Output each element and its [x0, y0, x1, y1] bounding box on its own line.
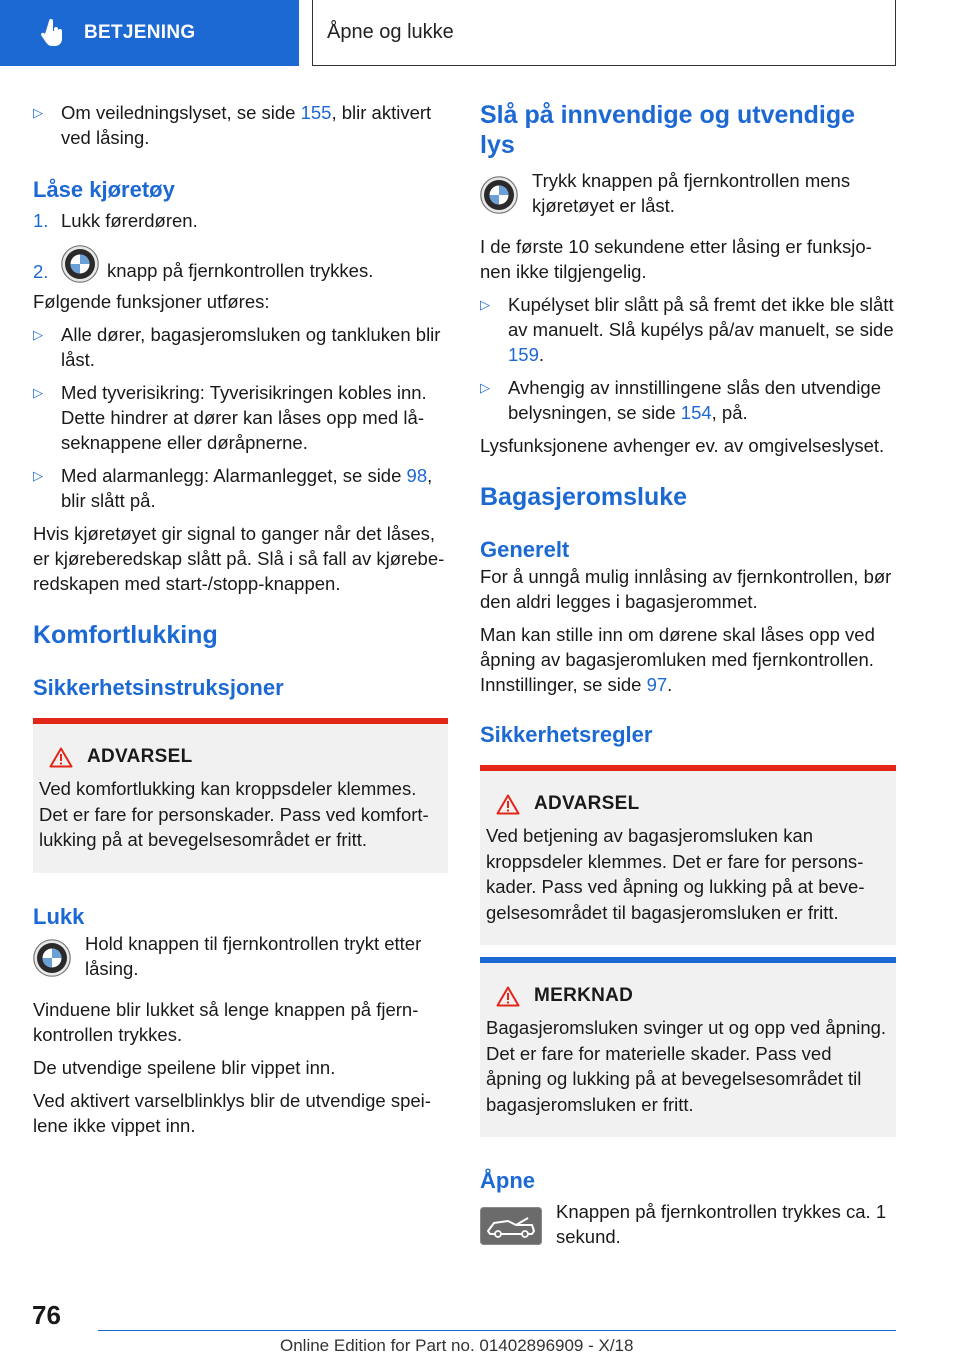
bmw-roundel-icon: [61, 245, 99, 283]
lukk-instruction: Hold knappen til fjernkontrollen trykt etter låsing.: [33, 931, 448, 981]
top-bullet-list: [33, 100, 448, 150]
footer-edition: Online Edition for Part no. 01402896909 - X/18: [280, 1336, 634, 1355]
heading-lukk: Lukk: [33, 903, 85, 929]
paragraph: I de første 10 sekundene etter låsing er funksjonen ikke tilgjengelig.: [480, 236, 872, 282]
left-column: [33, 100, 448, 1138]
paragraph: Vinduene blir lukket så lenge knappen på fjernkontrollen trykkes.: [33, 998, 419, 1045]
warning-box: [480, 765, 896, 945]
step-item: 2. knapp på fjernkontrollen trykkes.: [33, 245, 448, 283]
heading-regler: Sikkerhetsregler: [480, 722, 653, 747]
bmw-roundel-icon: [480, 176, 518, 214]
heading-sikkerhet: Sikkerhetsinstruksjoner: [33, 675, 284, 700]
list-item: ▷ Om veiledningslyset, se side 155, blir aktivert ved låsing.: [33, 100, 448, 150]
list-item: ▷ Med alarmanlegg: Alarmanlegget, se side 98, blir slått på.: [33, 463, 448, 513]
chapter-tab: [312, 0, 896, 66]
footer-divider: [98, 1330, 896, 1331]
list-item: ▷ Avhengig av innstillingene slås den utvendige belysningen, se side 154, på.: [480, 375, 896, 425]
step-item: 1. Lukk førerdøren.: [33, 210, 198, 231]
hand-pointer-icon: [40, 19, 66, 47]
paragraph: For å unngå mulig innlåsing av fjernkontrollen, bør den aldri legges i bagasjerommet.: [480, 566, 892, 612]
warning-text: Ved komfortlukking kan kroppsdeler klemmes. Det er fare for personskader. Pass ved komfortlukking på at bevegelsesområdet er fritt.: [39, 778, 429, 850]
page-link[interactable]: 154: [680, 402, 712, 423]
warning-title: ADVARSEL: [534, 793, 640, 814]
page-link[interactable]: 98: [406, 465, 428, 486]
page-number: 76: [32, 1300, 61, 1330]
steps-list: [33, 208, 448, 283]
warning-title: ADVARSEL: [87, 746, 193, 767]
car-trunk-icon: [480, 1207, 542, 1245]
page-link[interactable]: 97: [646, 674, 668, 695]
paragraph: De utvendige speilene blir vippet inn.: [33, 1056, 336, 1078]
lys-instruction: Trykk knappen på fjernkontrollen mens kjøretøyet er låst.: [480, 168, 896, 218]
heading-apne: Åpne: [480, 1168, 535, 1193]
paragraph: Følgende funksjoner utføres:: [33, 291, 270, 312]
heading-bagasje: Bagasjeromsluke: [480, 483, 688, 511]
notice-text: Bagasjeromsluken svinger ut og opp ved åpning. Det er fare for materielle skader. Pass ved åpning og lukking på at bevegelsesområdet til bagasjeromsluken er fritt.: [486, 1017, 887, 1115]
heading-lys: Slå på innvendige og utvendige lys: [480, 101, 856, 159]
paragraph: Lysfunksjonene avhenger ev. av omgivelseslyset.: [480, 435, 885, 456]
warning-box: [33, 718, 448, 873]
apne-instruction: Knappen på fjernkontrollen trykkes ca. 1 sekund.: [480, 1199, 896, 1249]
page-header: [0, 0, 960, 66]
right-column: [480, 100, 896, 1249]
paragraph: Hvis kjøretøyet gir signal to ganger når det låses, er kjøreberedskap slått på. Slå i så fall av kjøreberedskapen med start-/stopp-knappen.: [33, 523, 445, 594]
list-item: ▷ Med tyverisikring: Tyverisikringen kobles inn. Dette hindrer at dører kan låses opp med låseknappene eller døråpnerne.: [33, 380, 448, 455]
section-title: BETJENING: [84, 22, 196, 43]
lys-list: [480, 292, 896, 425]
heading-generelt: Generelt: [480, 537, 570, 562]
notice-title: MERKNAD: [534, 985, 634, 1006]
section-tab[interactable]: [0, 0, 299, 66]
bmw-roundel-icon: [33, 939, 71, 977]
warning-triangle-icon: [496, 794, 520, 815]
list-item: ▷ Alle dører, bagasjeromsluken og tankluken blir låst.: [33, 322, 448, 372]
page-link[interactable]: 155: [300, 102, 332, 123]
page-link[interactable]: 159: [508, 344, 539, 365]
warning-triangle-icon: [496, 986, 520, 1007]
heading-lase: Låse kjøretøy: [33, 177, 175, 202]
list-item: ▷ Kupélyset blir slått på så fremt det ikke ble slått av manuelt. Slå kupélys på/av manuelt, se side 159.: [480, 292, 896, 367]
warning-triangle-icon: [49, 747, 73, 768]
heading-komfort: Komfortlukking: [33, 621, 218, 649]
chapter-title: Åpne og lukke: [327, 21, 454, 43]
paragraph: Man kan stille inn om dørene skal låses opp ved åpning av bagasjeromluken med fjernkontrollen. Innstillinger, se side 97.: [480, 624, 875, 695]
notice-box: [480, 957, 896, 1137]
warning-text: Ved betjening av bagasjeromsluken kan kroppsdeler klemmes. Det er fare for personskader. Pass ved åpning og lukking på at bevegelsesområdet til bagasjeromsluken er fritt.: [486, 825, 865, 923]
functions-list: [33, 322, 448, 513]
paragraph: Ved aktivert varselblinklys blir de utvendige speilene ikke vippet inn.: [33, 1089, 431, 1136]
